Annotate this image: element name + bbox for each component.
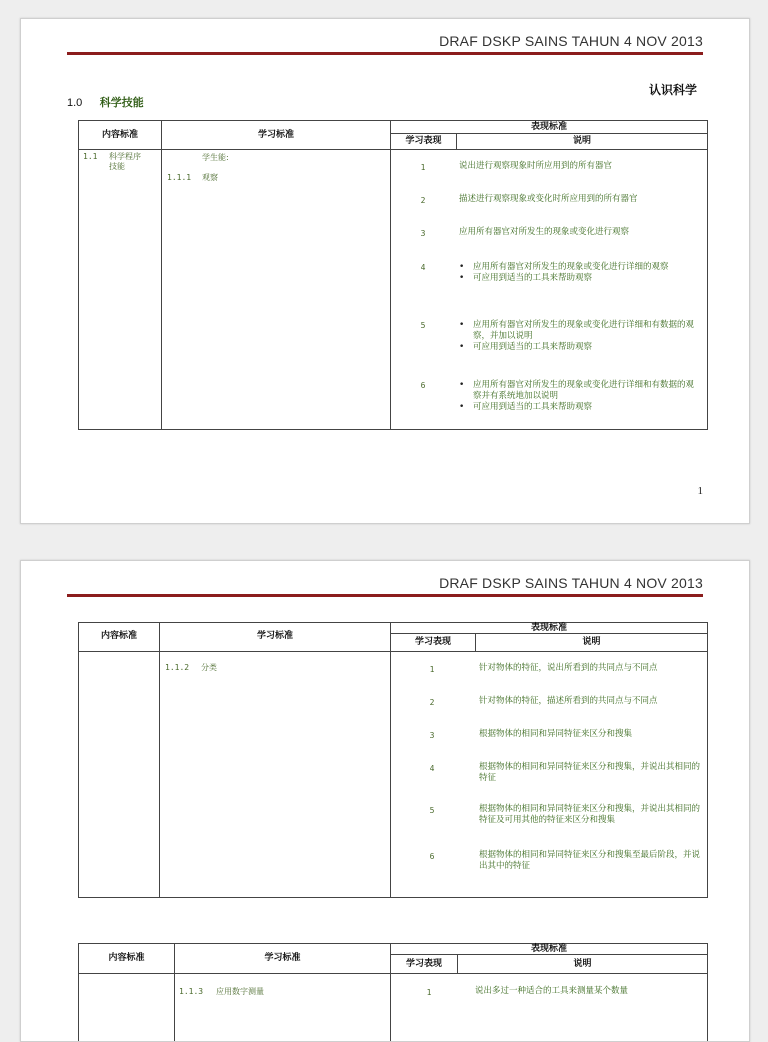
header-content-standard: 内容标准	[101, 130, 138, 140]
performance-level: 1	[420, 163, 426, 172]
section-title: 科学技能	[99, 96, 144, 109]
standards-table-1	[78, 120, 708, 430]
list-item: • 可应用到适当的工具来帮助观察	[473, 402, 699, 413]
performance-description: 应用所有器官对所发生的现象或变化进行观察	[459, 227, 630, 237]
performance-description: 说出多过一种适合的工具来测量某个数量	[475, 986, 629, 996]
performance-description: 说出进行观察现象时所应用到的所有器官	[459, 161, 613, 171]
section-heading	[67, 94, 144, 110]
list-item: • 可应用到适当的工具来帮助观察	[473, 342, 699, 353]
performance-description: 根据物体的相同和异同特征来区分和搜集至最后阶段，并说出其中的特征	[479, 850, 701, 871]
col-divider	[161, 121, 162, 429]
header-content-standard: 内容标准	[108, 953, 145, 963]
list-item: • 应用所有器官对所发生的现象或变化进行详细的观察	[473, 262, 699, 273]
header-learning-standard: 学习标准	[257, 130, 294, 140]
learning-standard-number: 1.1.2	[165, 663, 190, 672]
row-divider	[390, 133, 707, 134]
list-item: • 可应用到适当的工具来帮助观察	[473, 273, 699, 284]
performance-description: 针对物体的特征，描述所看到的共同点与不同点	[479, 696, 658, 706]
learning-standard-text: 观察	[202, 173, 218, 182]
performance-level: 1	[426, 988, 432, 997]
learning-intro: 学生能:	[202, 153, 229, 162]
header-content-standard: 内容标准	[100, 631, 137, 641]
learning-standard-number: 1.1.1	[167, 173, 192, 182]
document-page-2	[20, 560, 750, 1042]
learning-standard-number: 1.1.3	[179, 987, 204, 996]
performance-description: 根据物体的相同和异同特征来区分和搜集，并说出其相同的特征及可用其他的特征来区分和搜集	[479, 804, 701, 825]
performance-description-list	[459, 262, 699, 284]
page-header: DRAF DSKP SAINS TAHUN 4 NOV 2013	[439, 33, 703, 49]
performance-level: 6	[429, 852, 435, 861]
performance-level: 6	[420, 381, 426, 390]
standards-table-3	[78, 943, 708, 1042]
col-divider	[159, 623, 160, 897]
performance-description-list	[459, 320, 699, 353]
subject-title: 认识科学	[648, 83, 697, 97]
header-description: 说明	[573, 959, 592, 969]
row-divider	[79, 149, 707, 150]
section-number: 1.0	[67, 97, 83, 109]
learning-standard-text: 分类	[201, 663, 217, 672]
row-divider	[79, 973, 707, 974]
performance-description: 根据物体的相同和异同特征来区分和搜集	[479, 729, 633, 739]
list-item: • 应用所有器官对所发生的现象或变化进行详细和有数据的观察，并加以说明	[473, 320, 699, 342]
row-divider	[79, 651, 707, 652]
performance-description: 根据物体的相同和异同特征来区分和搜集，并说出其相同的特征	[479, 762, 701, 783]
header-rule	[67, 52, 703, 55]
learning-standard-text: 应用数字测量	[216, 987, 264, 996]
col-divider	[390, 623, 391, 897]
document-page-1	[20, 18, 750, 524]
performance-level: 5	[420, 321, 426, 330]
header-learning-standard: 学习标准	[264, 953, 301, 963]
standards-table-2	[78, 622, 708, 898]
header-performance-level: 学习表现	[405, 959, 442, 969]
performance-level: 2	[420, 196, 426, 205]
performance-description: 针对物体的特征，说出所看到的共同点与不同点	[479, 663, 658, 673]
col-divider	[390, 121, 391, 429]
header-description: 说明	[572, 136, 591, 146]
performance-level: 3	[429, 731, 435, 740]
performance-level: 4	[429, 764, 435, 773]
performance-description-list	[459, 380, 699, 413]
header-performance-level: 学习表现	[414, 637, 451, 647]
performance-level: 2	[429, 698, 435, 707]
performance-level: 5	[429, 806, 435, 815]
page-header: DRAF DSKP SAINS TAHUN 4 NOV 2013	[439, 575, 703, 591]
list-item: • 应用所有器官对所发生的现象或变化进行详细和有数据的观察并有系统地加以说明	[473, 380, 699, 402]
header-performance-standard: 表现标准	[530, 944, 567, 954]
content-standard-number: 1.1	[83, 152, 98, 161]
header-performance-level: 学习表现	[405, 136, 442, 146]
header-description: 说明	[582, 637, 601, 647]
header-rule	[67, 594, 703, 597]
header-learning-standard: 学习标准	[256, 631, 293, 641]
performance-description: 描述进行观察现象或变化时所应用到的所有器官	[459, 194, 638, 204]
performance-level: 4	[420, 263, 426, 272]
page-number: 1	[697, 485, 703, 497]
performance-level: 1	[429, 665, 435, 674]
header-performance-standard: 表现标准	[530, 623, 567, 633]
performance-level: 3	[420, 229, 426, 238]
header-performance-standard: 表现标准	[530, 122, 567, 132]
content-standard-text: 科学程序 技能	[109, 152, 141, 171]
